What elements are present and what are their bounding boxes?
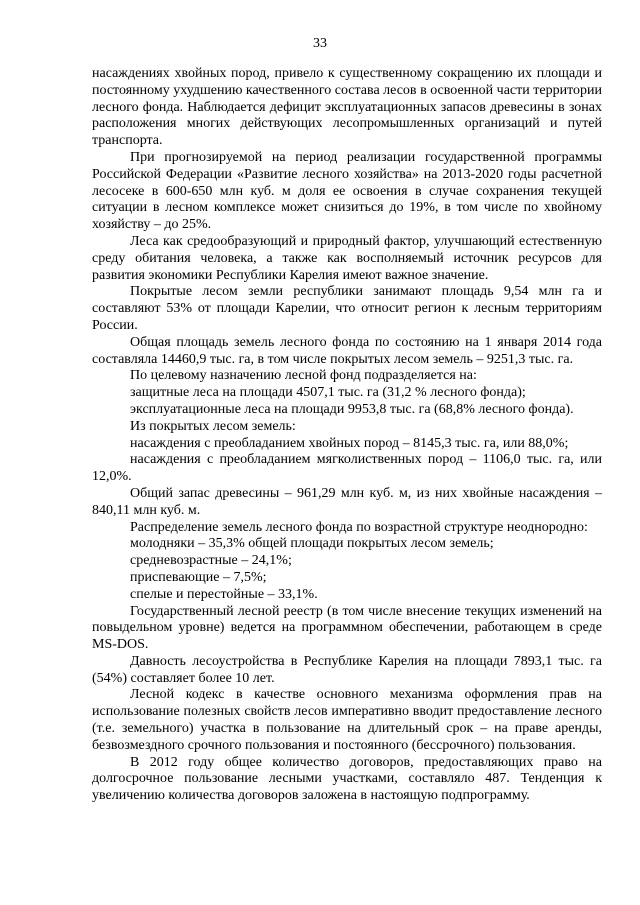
paragraph: В 2012 году общее количество договоров, предоставляющих право на долгосрочное пользование лесными участками, составляло 487. Тенденция к увеличению количества договоров заложена в настоящую подпрограмму. — [92, 754, 602, 804]
list-item: насаждения с преобладанием хвойных пород – 8145,3 тыс. га, или 88,0%; — [130, 435, 569, 451]
list-item: эксплуатационные леса на площади 9953,8 тыс. га (68,8% лесного фонда). — [130, 401, 574, 417]
paragraph: Общий запас древесины – 961,29 млн куб. м, из них хвойные насаждения – 840,11 млн куб. м. — [92, 485, 602, 518]
list-item: защитные леса на площади 4507,1 тыс. га (31,2 % лесного фонда); — [130, 385, 526, 401]
body-text — [92, 66, 602, 805]
list-item: насаждения с преобладанием мягколиственных пород – 1106,0 тыс. га, или 12,0%. — [92, 452, 602, 485]
list-item: средневозрастные – 24,1%; — [130, 553, 292, 569]
paragraph: Леса как средообразующий и природный фактор, улучшающий естественную среду обитания человека, а также как восполняемый источник ресурсов для развития экономики Республики Карелия имеют важное значение. — [92, 233, 602, 283]
list-item: приспевающие – 7,5%; — [130, 569, 267, 585]
paragraph: Государственный лесной реестр (в том числе внесение текущих изменений на повыдельном уровне) ведется на программном обеспечении, работающем в среде MS-DOS. — [92, 603, 602, 653]
paragraph: насаждениях хвойных пород, привело к существенному сокращению их площади и постоянному ухудшению качественного состава лесов в освоенной части территории лесного фонда. Наблюдается дефицит эксплуатационных запасов древесины в зонах расположения многих действующих лесопромышленных организаций и путей транспорта. — [92, 66, 602, 149]
list-item: спелые и перестойные – 33,1%. — [130, 586, 318, 602]
paragraph: Давность лесоустройства в Республике Карелия на площади 7893,1 тыс. га (54%) составляет более 10 лет. — [92, 653, 602, 686]
paragraph: Покрытые лесом земли республики занимают площадь 9,54 млн га и составляют 53% от площади Карелии, что относит регион к лесным территориям России. — [92, 284, 602, 333]
paragraph: Общая площадь земель лесного фонда по состоянию на 1 января 2014 года составляла 14460,9 тыс. га, в том числе покрытых лесом земель – 9251,3 тыс. га. — [92, 334, 602, 367]
list-intro: Распределение земель лесного фонда по возрастной структуре неоднородно: — [130, 519, 588, 535]
page-number: 33 — [313, 36, 327, 51]
list-intro: По целевому назначению лесной фонд подразделяется на: — [130, 368, 477, 384]
paragraph: При прогнозируемой на период реализации государственной программы Российской Федерации «Развитие лесного хозяйства» на 2013-2020 годы расчетной лесосеке в 600-650 млн куб. м доля ее освоения в случае сохранения текущей ситуации в лесном комплексе может снизиться до 19%, в том числе по хвойному хозяйству – до 25%. — [92, 149, 602, 233]
paragraph: Лесной кодекс в качестве основного механизма оформления прав на использование полезных свойств лесов императивно вводит предоставление лесного (т.е. земельного) участка в пользование на длительный срок – на праве аренды, безвозмездного срочного пользования и постоянного (бессрочного) пользования. — [92, 687, 602, 753]
list-item: молодняки – 35,3% общей площади покрытых лесом земель; — [130, 536, 494, 552]
list-intro: Из покрытых лесом земель: — [130, 418, 296, 434]
